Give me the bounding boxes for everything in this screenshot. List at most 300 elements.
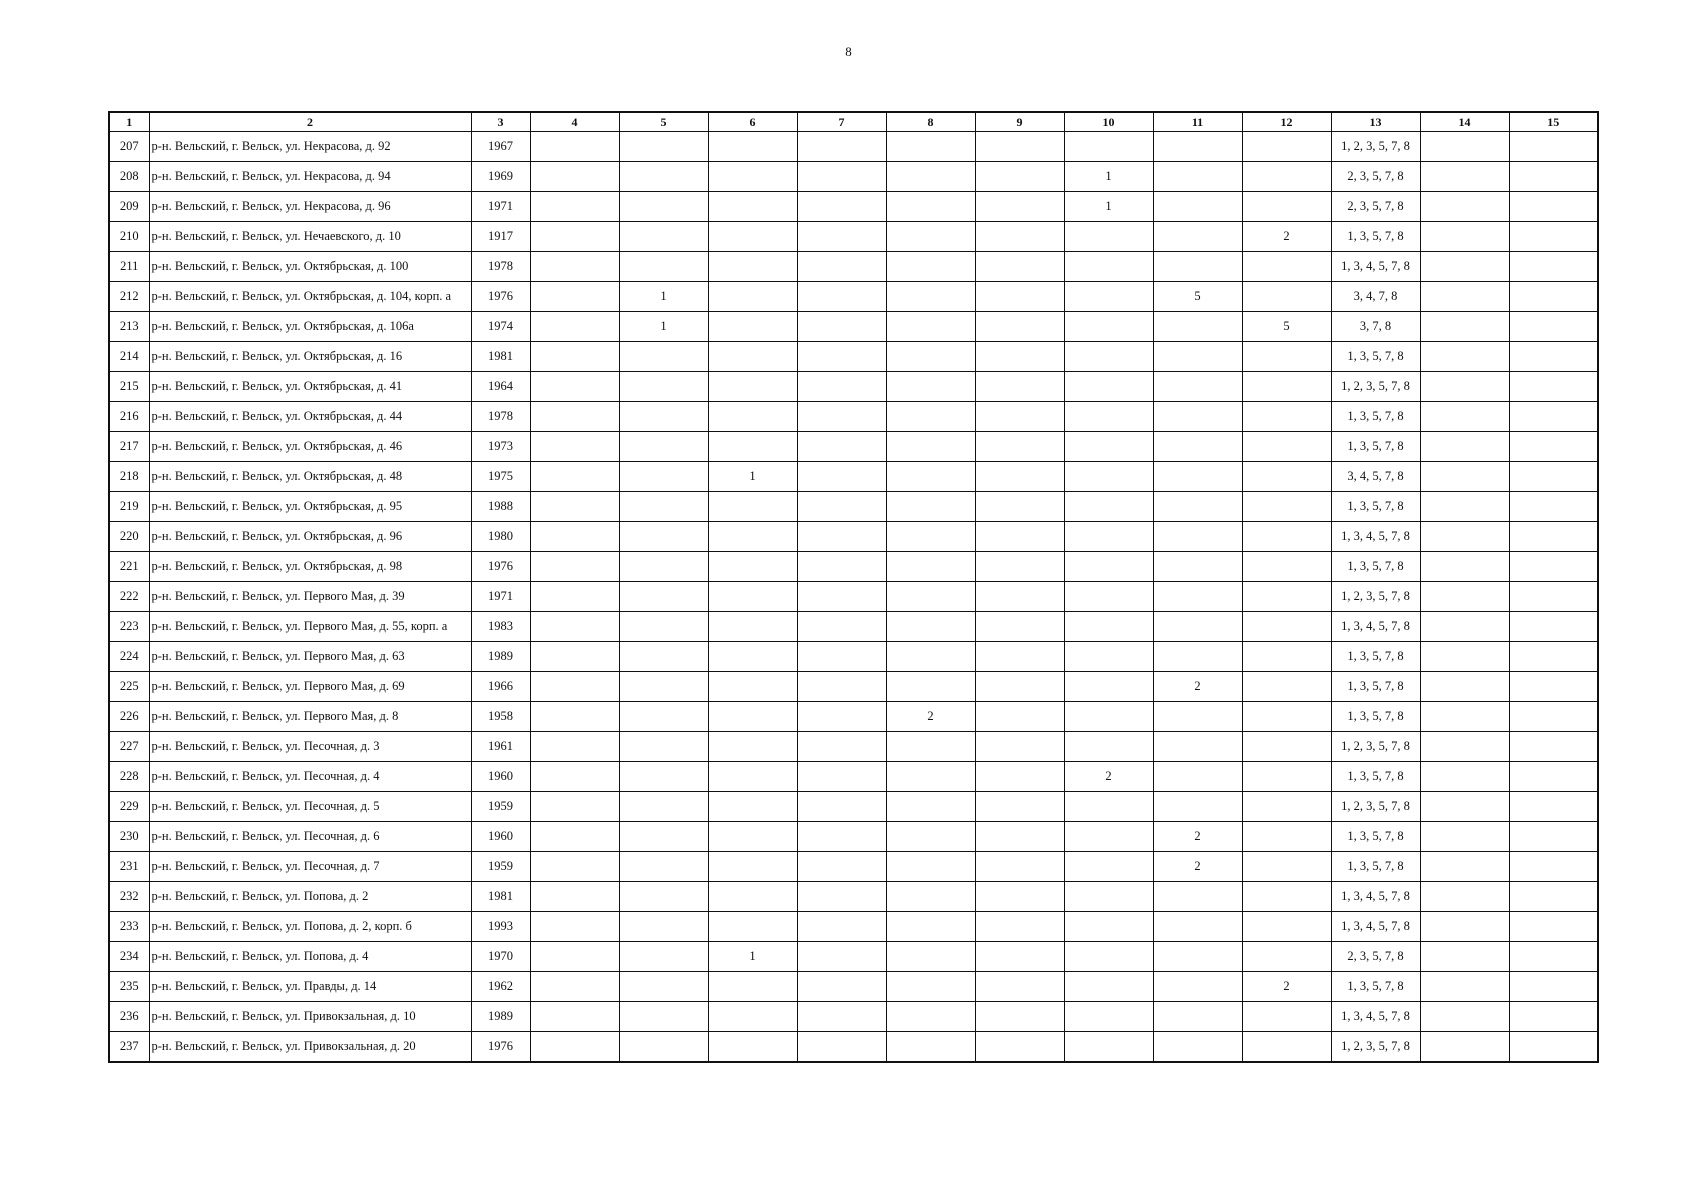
table-cell-col-13: 1, 2, 3, 5, 7, 8 [1331, 732, 1420, 762]
table-cell-col-14 [1420, 822, 1509, 852]
table-cell-col-10: 1 [1064, 192, 1153, 222]
table-cell-col-6 [708, 492, 797, 522]
table-cell-col-9 [975, 672, 1064, 702]
table-cell-col-4 [530, 372, 619, 402]
table-cell-col-9 [975, 492, 1064, 522]
table-cell-col-10 [1064, 312, 1153, 342]
table-cell-col-12 [1242, 792, 1331, 822]
table-cell-col-13: 1, 3, 5, 7, 8 [1331, 222, 1420, 252]
table-cell-col-5 [619, 852, 708, 882]
table-cell-col-10 [1064, 942, 1153, 972]
address-cell: р-н. Вельский, г. Вельск, ул. Первого Мая, д. 55, корп. а [149, 612, 471, 642]
table-cell-col-5 [619, 462, 708, 492]
row-number-cell: 227 [109, 732, 149, 762]
table-cell-col-5 [619, 222, 708, 252]
year-cell: 1988 [471, 492, 530, 522]
table-row [109, 282, 1598, 312]
table-cell-col-15 [1509, 372, 1598, 402]
table-cell-col-4 [530, 252, 619, 282]
table-cell-col-5 [619, 492, 708, 522]
table-cell-col-13: 1, 3, 5, 7, 8 [1331, 702, 1420, 732]
table-cell-col-4 [530, 762, 619, 792]
table-cell-col-5 [619, 192, 708, 222]
table-cell-col-12 [1242, 552, 1331, 582]
column-header-8: 8 [886, 112, 975, 132]
address-cell: р-н. Вельский, г. Вельск, ул. Первого Мая, д. 63 [149, 642, 471, 672]
table-cell-col-6 [708, 702, 797, 732]
table-cell-col-14 [1420, 462, 1509, 492]
table-cell-col-15 [1509, 942, 1598, 972]
table-cell-col-14 [1420, 432, 1509, 462]
table-cell-col-6 [708, 252, 797, 282]
table-cell-col-10 [1064, 402, 1153, 432]
table-cell-col-4 [530, 942, 619, 972]
table-cell-col-6 [708, 222, 797, 252]
table-cell-col-12 [1242, 1032, 1331, 1063]
table-cell-col-11 [1153, 732, 1242, 762]
table-cell-col-11 [1153, 462, 1242, 492]
table-cell-col-15 [1509, 882, 1598, 912]
table-cell-col-8 [886, 852, 975, 882]
column-header-1: 1 [109, 112, 149, 132]
table-cell-col-14 [1420, 492, 1509, 522]
table-cell-col-5 [619, 912, 708, 942]
year-cell: 1971 [471, 192, 530, 222]
table-cell-col-13: 1, 3, 5, 7, 8 [1331, 852, 1420, 882]
address-cell: р-н. Вельский, г. Вельск, ул. Октябрьская, д. 41 [149, 372, 471, 402]
table-cell-col-10 [1064, 972, 1153, 1002]
table-cell-col-8 [886, 432, 975, 462]
table-cell-col-9 [975, 1002, 1064, 1032]
table-cell-col-14 [1420, 792, 1509, 822]
table-cell-col-10 [1064, 372, 1153, 402]
table-cell-col-8 [886, 282, 975, 312]
table-cell-col-6 [708, 522, 797, 552]
address-cell: р-н. Вельский, г. Вельск, ул. Правды, д. 14 [149, 972, 471, 1002]
table-cell-col-10 [1064, 882, 1153, 912]
address-cell: р-н. Вельский, г. Вельск, ул. Октябрьская, д. 46 [149, 432, 471, 462]
table-cell-col-6 [708, 432, 797, 462]
table-cell-col-13: 3, 4, 7, 8 [1331, 282, 1420, 312]
row-number-cell: 230 [109, 822, 149, 852]
year-cell: 1978 [471, 252, 530, 282]
table-cell-col-6 [708, 312, 797, 342]
table-cell-col-9 [975, 132, 1064, 162]
year-cell: 1981 [471, 882, 530, 912]
address-cell: р-н. Вельский, г. Вельск, ул. Песочная, д. 7 [149, 852, 471, 882]
table-cell-col-9 [975, 342, 1064, 372]
table-cell-col-9 [975, 762, 1064, 792]
table-cell-col-5 [619, 642, 708, 672]
table-cell-col-15 [1509, 402, 1598, 432]
table-cell-col-4 [530, 192, 619, 222]
table-cell-col-9 [975, 972, 1064, 1002]
address-cell: р-н. Вельский, г. Вельск, ул. Песочная, д. 3 [149, 732, 471, 762]
table-cell-col-9 [975, 552, 1064, 582]
table-cell-col-13: 1, 3, 4, 5, 7, 8 [1331, 252, 1420, 282]
address-cell: р-н. Вельский, г. Вельск, ул. Октябрьская, д. 44 [149, 402, 471, 432]
table-cell-col-12 [1242, 672, 1331, 702]
row-number-cell: 210 [109, 222, 149, 252]
table-cell-col-12 [1242, 252, 1331, 282]
table-cell-col-4 [530, 612, 619, 642]
column-header-13: 13 [1331, 112, 1420, 132]
table-cell-col-7 [797, 912, 886, 942]
table-cell-col-11 [1153, 492, 1242, 522]
table-cell-col-4 [530, 132, 619, 162]
table-cell-col-11 [1153, 642, 1242, 672]
table-cell-col-10 [1064, 492, 1153, 522]
year-cell: 1981 [471, 342, 530, 372]
table-cell-col-12 [1242, 522, 1331, 552]
table-row [109, 162, 1598, 192]
table-cell-col-15 [1509, 162, 1598, 192]
table-row [109, 582, 1598, 612]
table-cell-col-4 [530, 582, 619, 612]
table-cell-col-8 [886, 372, 975, 402]
table-cell-col-5 [619, 522, 708, 552]
table-cell-col-11 [1153, 942, 1242, 972]
column-header-4: 4 [530, 112, 619, 132]
table-cell-col-10 [1064, 672, 1153, 702]
table-cell-col-7 [797, 1002, 886, 1032]
table-cell-col-7 [797, 462, 886, 492]
row-number-cell: 212 [109, 282, 149, 312]
table-cell-col-10 [1064, 522, 1153, 552]
row-number-cell: 213 [109, 312, 149, 342]
table-cell-col-8 [886, 612, 975, 642]
table-cell-col-13: 1, 3, 4, 5, 7, 8 [1331, 1002, 1420, 1032]
row-number-cell: 220 [109, 522, 149, 552]
table-cell-col-15 [1509, 282, 1598, 312]
table-cell-col-7 [797, 792, 886, 822]
table-cell-col-9 [975, 162, 1064, 192]
row-number-cell: 223 [109, 612, 149, 642]
year-cell: 1959 [471, 852, 530, 882]
table-cell-col-10 [1064, 852, 1153, 882]
column-header-9: 9 [975, 112, 1064, 132]
table-cell-col-4 [530, 162, 619, 192]
table-cell-col-14 [1420, 672, 1509, 702]
table-cell-col-8 [886, 552, 975, 582]
column-header-2: 2 [149, 112, 471, 132]
year-cell: 1961 [471, 732, 530, 762]
table-cell-col-4 [530, 432, 619, 462]
table-cell-col-11 [1153, 582, 1242, 612]
table-cell-col-15 [1509, 222, 1598, 252]
table-cell-col-10 [1064, 552, 1153, 582]
table-cell-col-11 [1153, 762, 1242, 792]
table-row [109, 132, 1598, 162]
table-cell-col-4 [530, 882, 619, 912]
table-cell-col-6 [708, 342, 797, 372]
table-cell-col-7 [797, 972, 886, 1002]
table-cell-col-12 [1242, 822, 1331, 852]
table-cell-col-6 [708, 852, 797, 882]
table-cell-col-15 [1509, 732, 1598, 762]
table-cell-col-10 [1064, 462, 1153, 492]
address-cell: р-н. Вельский, г. Вельск, ул. Попова, д. 4 [149, 942, 471, 972]
table-cell-col-14 [1420, 642, 1509, 672]
table-cell-col-8: 2 [886, 702, 975, 732]
table-cell-col-14 [1420, 582, 1509, 612]
table-cell-col-5 [619, 672, 708, 702]
table-cell-col-13: 1, 3, 5, 7, 8 [1331, 672, 1420, 702]
table-cell-col-8 [886, 402, 975, 432]
table-cell-col-12 [1242, 372, 1331, 402]
year-cell: 1976 [471, 282, 530, 312]
row-number-cell: 221 [109, 552, 149, 582]
table-cell-col-14 [1420, 162, 1509, 192]
table-cell-col-14 [1420, 1002, 1509, 1032]
table-cell-col-4 [530, 852, 619, 882]
table-cell-col-10: 1 [1064, 162, 1153, 192]
table-cell-col-9 [975, 942, 1064, 972]
table-cell-col-7 [797, 282, 886, 312]
table-cell-col-15 [1509, 762, 1598, 792]
address-cell: р-н. Вельский, г. Вельск, ул. Октябрьская, д. 100 [149, 252, 471, 282]
table-cell-col-10 [1064, 702, 1153, 732]
year-cell: 1971 [471, 582, 530, 612]
table-cell-col-7 [797, 252, 886, 282]
table-cell-col-13: 1, 3, 5, 7, 8 [1331, 762, 1420, 792]
table-cell-col-12 [1242, 702, 1331, 732]
table-cell-col-4 [530, 282, 619, 312]
table-cell-col-15 [1509, 582, 1598, 612]
table-cell-col-14 [1420, 912, 1509, 942]
table-cell-col-11 [1153, 1002, 1242, 1032]
table-cell-col-15 [1509, 432, 1598, 462]
year-cell: 1964 [471, 372, 530, 402]
address-cell: р-н. Вельский, г. Вельск, ул. Первого Мая, д. 39 [149, 582, 471, 612]
table-cell-col-15 [1509, 672, 1598, 702]
table-cell-col-8 [886, 912, 975, 942]
table-cell-col-4 [530, 312, 619, 342]
table-cell-col-5: 1 [619, 282, 708, 312]
table-cell-col-14 [1420, 342, 1509, 372]
table-cell-col-5 [619, 732, 708, 762]
table-cell-col-4 [530, 732, 619, 762]
table-cell-col-11 [1153, 132, 1242, 162]
table-cell-col-12 [1242, 432, 1331, 462]
table-cell-col-15 [1509, 612, 1598, 642]
table-cell-col-8 [886, 492, 975, 522]
table-cell-col-13: 1, 2, 3, 5, 7, 8 [1331, 582, 1420, 612]
table-cell-col-10 [1064, 252, 1153, 282]
column-header-14: 14 [1420, 112, 1509, 132]
row-number-cell: 235 [109, 972, 149, 1002]
table-cell-col-15 [1509, 492, 1598, 522]
table-cell-col-15 [1509, 1032, 1598, 1063]
table-cell-col-13: 1, 2, 3, 5, 7, 8 [1331, 792, 1420, 822]
table-body [109, 132, 1598, 1063]
table-row [109, 492, 1598, 522]
address-cell: р-н. Вельский, г. Вельск, ул. Песочная, д. 6 [149, 822, 471, 852]
table-cell-col-9 [975, 792, 1064, 822]
table-cell-col-12: 5 [1242, 312, 1331, 342]
table-cell-col-13: 1, 3, 5, 7, 8 [1331, 492, 1420, 522]
column-header-12: 12 [1242, 112, 1331, 132]
table-cell-col-7 [797, 162, 886, 192]
row-number-cell: 233 [109, 912, 149, 942]
table-cell-col-15 [1509, 252, 1598, 282]
row-number-cell: 207 [109, 132, 149, 162]
table-cell-col-5 [619, 372, 708, 402]
table-cell-col-10 [1064, 132, 1153, 162]
table-cell-col-10 [1064, 222, 1153, 252]
row-number-cell: 228 [109, 762, 149, 792]
table-cell-col-14 [1420, 522, 1509, 552]
address-cell: р-н. Вельский, г. Вельск, ул. Некрасова, д. 92 [149, 132, 471, 162]
table-cell-col-11: 2 [1153, 672, 1242, 702]
year-cell: 1976 [471, 1032, 530, 1063]
table-row [109, 522, 1598, 552]
row-number-cell: 218 [109, 462, 149, 492]
table-cell-col-7 [797, 222, 886, 252]
table-row [109, 672, 1598, 702]
table-cell-col-8 [886, 162, 975, 192]
table-cell-col-8 [886, 582, 975, 612]
address-cell: р-н. Вельский, г. Вельск, ул. Октябрьская, д. 95 [149, 492, 471, 522]
table-cell-col-14 [1420, 552, 1509, 582]
table-cell-col-14 [1420, 372, 1509, 402]
table-cell-col-5 [619, 132, 708, 162]
table-cell-col-8 [886, 792, 975, 822]
table-cell-col-14 [1420, 942, 1509, 972]
table-cell-col-12 [1242, 852, 1331, 882]
table-cell-col-8 [886, 672, 975, 702]
address-cell: р-н. Вельский, г. Вельск, ул. Привокзальная, д. 20 [149, 1032, 471, 1063]
table-cell-col-13: 1, 3, 5, 7, 8 [1331, 552, 1420, 582]
table-cell-col-4 [530, 492, 619, 522]
year-cell: 1970 [471, 942, 530, 972]
row-number-cell: 234 [109, 942, 149, 972]
table-cell-col-14 [1420, 882, 1509, 912]
table-cell-col-6 [708, 552, 797, 582]
table-cell-col-4 [530, 522, 619, 552]
table-cell-col-12 [1242, 1002, 1331, 1032]
table-cell-col-6 [708, 612, 797, 642]
table-cell-col-8 [886, 222, 975, 252]
table-row [109, 402, 1598, 432]
table-cell-col-12 [1242, 642, 1331, 672]
table-cell-col-13: 1, 3, 5, 7, 8 [1331, 822, 1420, 852]
table-cell-col-14 [1420, 192, 1509, 222]
table-cell-col-7 [797, 882, 886, 912]
table-cell-col-9 [975, 852, 1064, 882]
table-cell-col-5 [619, 882, 708, 912]
data-table [108, 111, 1599, 1063]
table-cell-col-11 [1153, 702, 1242, 732]
table-cell-col-12 [1242, 912, 1331, 942]
table-cell-col-15 [1509, 552, 1598, 582]
table-cell-col-10 [1064, 612, 1153, 642]
table-cell-col-7 [797, 582, 886, 612]
table-cell-col-7 [797, 612, 886, 642]
table-cell-col-4 [530, 912, 619, 942]
address-cell: р-н. Вельский, г. Вельск, ул. Попова, д. 2, корп. б [149, 912, 471, 942]
table-cell-col-13: 1, 3, 4, 5, 7, 8 [1331, 882, 1420, 912]
table-cell-col-11 [1153, 162, 1242, 192]
table-cell-col-14 [1420, 612, 1509, 642]
table-row [109, 252, 1598, 282]
table-cell-col-9 [975, 582, 1064, 612]
row-number-cell: 231 [109, 852, 149, 882]
table-cell-col-14 [1420, 402, 1509, 432]
table-cell-col-6 [708, 642, 797, 672]
year-cell: 1993 [471, 912, 530, 942]
table-cell-col-8 [886, 1032, 975, 1063]
table-cell-col-5 [619, 1032, 708, 1063]
table-cell-col-5 [619, 792, 708, 822]
table-row [109, 192, 1598, 222]
table-cell-col-13: 1, 3, 5, 7, 8 [1331, 972, 1420, 1002]
table-cell-col-7 [797, 342, 886, 372]
table-cell-col-13: 2, 3, 5, 7, 8 [1331, 942, 1420, 972]
year-cell: 1958 [471, 702, 530, 732]
table-cell-col-4 [530, 342, 619, 372]
table-cell-col-8 [886, 972, 975, 1002]
table-cell-col-15 [1509, 522, 1598, 552]
row-number-cell: 236 [109, 1002, 149, 1032]
table-row [109, 222, 1598, 252]
table-cell-col-11 [1153, 792, 1242, 822]
year-cell: 1966 [471, 672, 530, 702]
row-number-cell: 214 [109, 342, 149, 372]
row-number-cell: 208 [109, 162, 149, 192]
column-header-11: 11 [1153, 112, 1242, 132]
table-cell-col-11: 2 [1153, 822, 1242, 852]
table-cell-col-8 [886, 882, 975, 912]
year-cell: 1989 [471, 642, 530, 672]
address-cell: р-н. Вельский, г. Вельск, ул. Октябрьская, д. 48 [149, 462, 471, 492]
table-row [109, 372, 1598, 402]
table-cell-col-15 [1509, 912, 1598, 942]
table-cell-col-7 [797, 402, 886, 432]
year-cell: 1973 [471, 432, 530, 462]
table-cell-col-8 [886, 732, 975, 762]
address-cell: р-н. Вельский, г. Вельск, ул. Первого Мая, д. 8 [149, 702, 471, 732]
year-cell: 1962 [471, 972, 530, 1002]
table-cell-col-10 [1064, 642, 1153, 672]
table-cell-col-12 [1242, 162, 1331, 192]
table-cell-col-4 [530, 552, 619, 582]
table-cell-col-9 [975, 522, 1064, 552]
table-cell-col-6 [708, 1002, 797, 1032]
table-cell-col-12 [1242, 192, 1331, 222]
table-cell-col-13: 3, 7, 8 [1331, 312, 1420, 342]
table-cell-col-12 [1242, 132, 1331, 162]
table-cell-col-9 [975, 642, 1064, 672]
year-cell: 1983 [471, 612, 530, 642]
table-cell-col-5 [619, 762, 708, 792]
table-cell-col-11 [1153, 522, 1242, 552]
table-cell-col-13: 1, 3, 5, 7, 8 [1331, 342, 1420, 372]
table-cell-col-15 [1509, 192, 1598, 222]
table-cell-col-8 [886, 132, 975, 162]
table-cell-col-15 [1509, 642, 1598, 672]
table-cell-col-15 [1509, 972, 1598, 1002]
table-cell-col-14 [1420, 132, 1509, 162]
table-cell-col-11: 2 [1153, 852, 1242, 882]
row-number-cell: 211 [109, 252, 149, 282]
table-cell-col-7 [797, 702, 886, 732]
address-cell: р-н. Вельский, г. Вельск, ул. Попова, д. 2 [149, 882, 471, 912]
table-cell-col-5 [619, 252, 708, 282]
table-cell-col-11 [1153, 972, 1242, 1002]
table-cell-col-9 [975, 702, 1064, 732]
table-cell-col-10 [1064, 792, 1153, 822]
